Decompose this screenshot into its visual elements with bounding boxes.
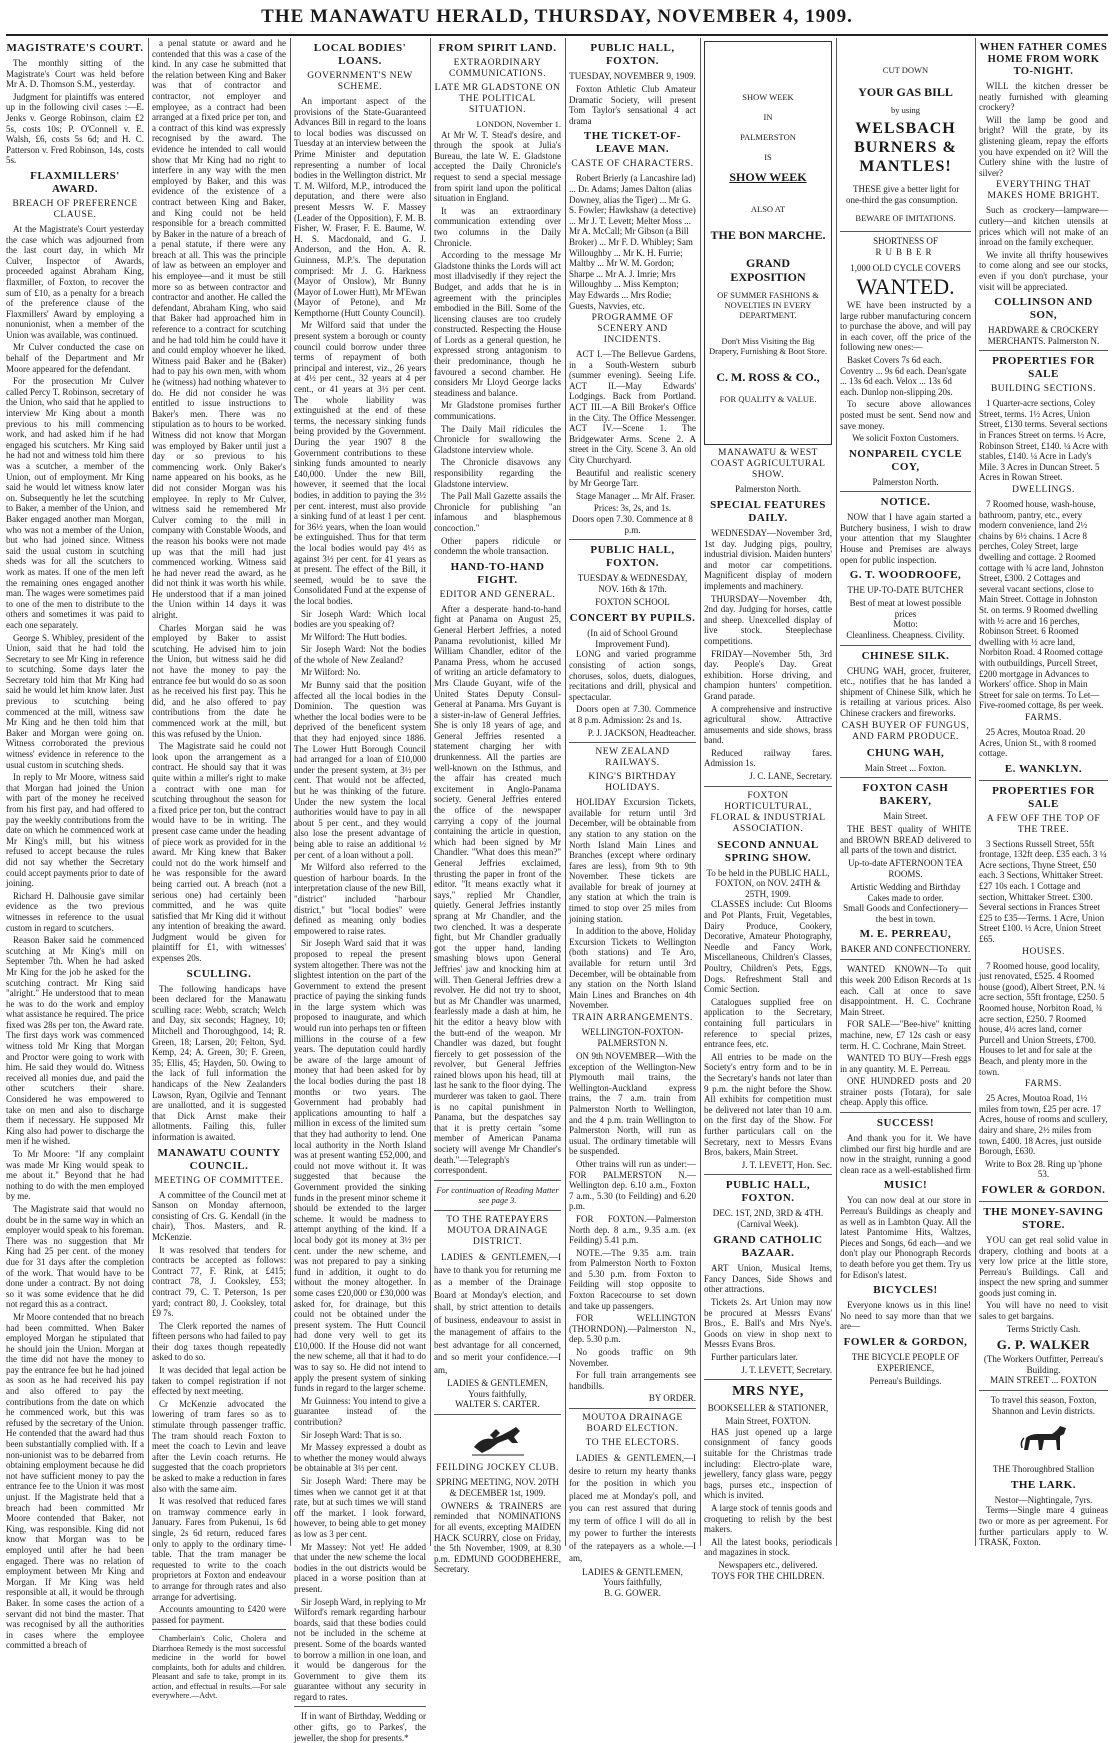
ad-subheading: BOOKSELLER & STATIONER, (707, 1403, 829, 1414)
notice-subheading: Palmerston North. (735, 484, 801, 494)
ad-subheading: EVERYTHING THAT MAKES HOME BRIGHT. (987, 180, 1100, 202)
column-divider (565, 38, 566, 1546)
notice-heading: NEW ZEALAND RAILWAYS. (595, 747, 670, 769)
ad-store-name: MRS NYE, (732, 1384, 804, 1400)
letter-body: LADIES & GENTLEMEN,—I have to thank you for returning me as a member of the Drainage Board at Monday's election, and shall, by strict attention to details of business, endeavour to assist in the management of affairs to the best advantage for all concerned, and so merit your confidence.—I am, (434, 1252, 561, 1375)
ad-address: Perreau's Buildings. (869, 1375, 942, 1386)
subheadline: EDITOR AND GENERAL. (439, 589, 556, 600)
masthead (0, 0, 1114, 34)
notice-body: THURSDAY—November 4th, 2nd day. Judging for horses, cattle and sheep. Unexcelled display of live stock. Steeplechase competitions. (704, 593, 832, 646)
cast-list: Robert Brierly (a Lancashire lad) ... Dr. Adams; James Dalton (alias Downey, alias the Tiger) ... Mr G. S. Fowler; Hawkshaw (a detective) ... Mr J. T. Levett; Melter Moss ... Mr A. McCall; Mr Gibson (a Bill Broker) ... Mr F. D. Whibley; Sam Willoughby ... Mr K. H. Furrie; Maltby ... Mr W. M. Gordon; Sharpe ... Mr A. J. Imrie; Mrs Willoughby ... Miss Kempton; May Edwards ... Mrs Rodie; Guests, Navvies, etc. (569, 173, 696, 311)
ad-store-name: CHUNG WAH, (866, 746, 945, 759)
classified-ad: FOR SALE—"Bee-hive" knitting machine, new, £7 12s cash or easy term. H. C. Cochrane, Main Street. (840, 1019, 971, 1051)
divider (569, 742, 696, 743)
notice-body: LONG and varied programme consisting of action songs, choruses, solos, duets, dialogues, recitations and drill, physical and spectacular. (569, 649, 696, 702)
notice-subheading: A FEW OFF THE TOP OF THE TREE. (986, 813, 1101, 835)
headline-spirit-land: FROM SPIRIT LAND. (438, 42, 557, 54)
letter-signature: WALTER S. CARTER. (455, 1399, 540, 1410)
notice-doors: Doors open 7.30. Commence at 8 p.m. (572, 514, 693, 535)
notice-signature: P. J. JACKSON, Headteacher. (587, 727, 696, 738)
ad-line: ALSO AT (750, 204, 786, 214)
ad-line: SHORTNESS OF (873, 236, 938, 247)
article-paragraph: a penal statute or award and he contended that this was a case of the kind. In any case he submitted that the relation between King and Baker was that of contractor and contractor, not employer and employee, as a contract had been arranged at a fixed price per ton, and a contract of this kind was expressly recognised by the award. The evidence he intended to call would show that Mr King had no right to interfere in any way with the men employed by Baker, and this was evidence of the existence of a contract between King and Baker, and King could not be held responsible for a breach committed by Baker in the nature of a breach of a penal statute, if there were any breach at all. This was the principle of law as between an employer and his employee—and it must be still more so as between contractor and contractor and another. He called the defendant, Abraham King, who said that Baker had approached him in reference to a contract for scutching and he had told him he could have it and could employ whoever he liked. Witness paid Baker and he (Baker) had to pay his own men, with whom he (witness) had nothing whatever to do. He did not consider he was entitled to issue instructions to Baker's men. There was no stipulation as to hours to be worked. Witness did not know that Morgan was employed by Baker until just a day or so previous to his commencing work. Only Baker's name appeared on his books, as he did not consider Morgan was his employee. In reply to Mr Culver, witness said he remembered Mr Culver coming to the mill in company with Constable Woods, and the reason his books were not made up was that the mill had just commenced working. Witness said he had never read the award, as he did not think it was worth his while. He understood that if a man joined the Union within 14 days it was alright. (152, 38, 286, 621)
divider (294, 1706, 426, 1707)
notice-body: FOR FOXTON.—Palmerston North dep. 8 a.m., 9.35 a.m. (ex Feilding) 5.41 p.m. (569, 1213, 696, 1246)
notice-body: In addition to the above, Holiday Excursion Tickets to Wellington (both stations) and Te Aro, available for return until 3rd December, will be obtainable from any station on the North Island Main Lines and Branches on 4th November. (569, 926, 696, 1011)
stallion-icon (1014, 1420, 1074, 1460)
article-paragraph: Accounts amounting to £420 were passed for payment. (152, 1604, 286, 1625)
divider (840, 1112, 971, 1113)
divider (152, 1629, 286, 1630)
article-paragraph: The Clerk reported the names of fifteen persons who had failed to pay their dog taxes though repeatedly asked to do so. (152, 1320, 286, 1363)
notice-subheading: CASTE OF CHARACTERS. (571, 159, 694, 170)
ad-body: TOYS FOR THE CHILDREN. (711, 1570, 825, 1581)
notice-subheading: PROGRAMME OF SCENERY AND INCIDENTS. (591, 313, 674, 346)
article-paragraph: Mr Wilford also referred to the question of harbour boards. In the interpretation clause of the new Bill, "district" included "harbour district," but "local bodies" were defined as meaning only bodies empowered to raise rates. (294, 862, 426, 936)
notice-body: NOTE.—The 9.35 a.m. train from Palmerston North to Foxton and 5.30 p.m. from Foxton to Feilding will stop opposite to Foxton Racecourse to set down and take up passengers. (569, 1247, 696, 1311)
article-paragraph: Sir Joseph Ward: Which local bodies are you speaking of? (294, 608, 426, 630)
classified-ad: ONE HUNDRED posts and 20 strainer posts (Totara), for sale cheap. Apply this office. (840, 1076, 971, 1108)
masthead-title: THE MANAWATU HERALD, THURSDAY, NOVEMBER 4, 1909. (261, 6, 853, 27)
column-divider (290, 38, 291, 1546)
article-paragraph: Charles Morgan said he was employed by Baker to assist scutching. He advised him to join the Union, but witness said he did not have the money to pay the entrance fee but would do so as soon as he received his first pay. This he did, and he also offered to pay contributions from the date he commenced work at the mill, but this was refused by the Union. (152, 622, 286, 739)
column-2 (152, 38, 286, 1701)
ad-body: You will have no need to visit sales to get bargains. (979, 1300, 1108, 1322)
divider (840, 231, 971, 232)
article-paragraph: Mr Massey expressed a doubt as to whether the money would always be obtainable at 3½ per cent. (294, 1442, 426, 1474)
letter-salutation: LADIES & GENTLEMEN, (447, 1378, 548, 1388)
notice-body: All entries to be made on the Society's entry form and to be in the Secretary's hands not later than 9 p.m. the night before the Show. All exhibits for competition must be delivered not later than 10 a.m. on the first day of the Show. For further particulars call on the Secretary, next to Messrs Evans Bros, bakers, Main Street. (704, 1051, 832, 1158)
notice-heading: PUBLIC HALL, FOXTON. (590, 544, 675, 570)
divider (979, 1201, 1108, 1202)
article-paragraph: Mr Moore contended that no breach had been committed. When Baker employed Morgan he stipulated that he should join the Union. Morgan at the time did not have the money to pay the entrance fee but he had joined as soon as he had received his pay and also offered to pay the contributions from the date on which he commenced work, but this was refused by the secretary of the Union. He contended that the award had thus been substantially complied with. If a non-unionist was to be debarred from obtaining employment because he did not have sufficient money to pay the entrance fee to the Union it was most unjust. If the Magistrate held that a breach had been committed Mr Moore contended that Baker, not King, was responsible. King did not know that Morgan was to be employed until after he had been engaged. There was no relation of employment between Mr King and Morgan. If Mr King was held responsible at all, it would be through Baker. In some cases the action of a servant did not bind the master. That was recognised by all the authorities in cases where the employee committed a breach of (6, 1311, 144, 1651)
article-paragraph: Mr Gladstone promises further communications. (434, 400, 561, 422)
ad-body: Cleanliness. Cheapness. Civility. (846, 630, 965, 641)
ad-address: Main Street, FOXTON. (725, 1416, 811, 1427)
notice-body: Further particulars later. (711, 1352, 798, 1363)
article-paragraph: A committee of the Council met at Sanson on Monday afternoon, consisting of Crs. G. Kendall (in the chair), Thos. Masters, and R. McKenzie. (152, 1189, 286, 1242)
notice-heading: FOXTON HORTICULTURAL, FLORAL & INDUSTRIAL ASSOCIATION. (710, 790, 826, 834)
ad-store-name: G. T. WOODROOFE, (849, 569, 962, 582)
article-paragraph: The Chronicle disavows any responsibility regarding the Gladstone interview. (434, 457, 561, 489)
ad-body: Up-to-date AFTERNOON TEA ROOMS. (848, 857, 963, 879)
article-paragraph: An important aspect of the provisions of the State-Guaranteed Advances Bill in regard to the loans to local bodies was discussed on Tuesday at an interview between the Prime Minister and deputation representing a number of local bodies in the Wellington district. Mr T. M. Wilford, M.P., introduced the deputation, and there were also present Messrs W. F. Massey (Leader of the Opposition), F. M. B. Fisher, W. Fraser, F. E. Baume, W. H. S. Macdonald, and G. J. Anderson, and the Hon. A. R. Guinness, M.P.'s. The deputation comprised: Mr J. G. Harkness (Mayor of Onslow), Mr Bunny (Mayor of Lower Hutt), Mr M'Ewan (Mayor of Petone), and Mr Kempthorne (Hutt County Council). (294, 96, 426, 318)
notice-subheading: TRAIN ARRANGEMENTS. (572, 1013, 693, 1023)
article-paragraph: Mr Wilford said that under the present system a borough or county council could borrow under three terms of repayment of both principal and interest, viz., 26 years at 4½ per cent., 32 years at 4 per cent., or 41 years at 3½ per cent. The whole liability was extinguished at the end of these terms, the necessary sinking funds being provided by the Government. During the year 1907 8 the Government contributions to these sinking funds amounted to nearly £40,000. Under the new Bill, however, it seemed that the local bodies, in addition to paying the 3½ per cent. interest, must also provide a sinking fund of at least 1 per cent. for 36½ years, when the loan would be extinguished. Thus for that term the local bodies would pay 4½ as against 3½ per cent. for 41 years as at present. The effect of the Bill, it seemed, would be to save the Consolidated Fund at the expense of the local bodies. (294, 320, 426, 606)
divider (434, 1210, 561, 1211)
ad-line: IS (764, 152, 772, 162)
ad-store-name: FOWLER & GORDON. (981, 1183, 1106, 1196)
article-paragraph: Richard H. Dalhousie gave similar evidence as the two previous witnesses in reference to the usual custom in regard to scutchers. (6, 890, 144, 933)
divider (840, 959, 971, 960)
column-divider (148, 38, 149, 1546)
ad-body: YOU can get real solid value in drapery, clothing and boots at a very low price at the little store, Perreau's Buildings. Call and inspect the new spring and summer goods just coming in. (979, 1234, 1108, 1298)
notice-heading: PUBLIC HALL, FOXTON. (725, 1179, 811, 1205)
notice-subheading: CASH BUYER OF FUNGUS, AND FARM PRODUCE. (841, 720, 970, 742)
notice-heading: MOUTOA DRAINAGE BOARD ELECTION. (582, 1413, 683, 1434)
ad-line: Don't Miss Visiting the Big Drapery, Furnishing & Boot Store. (709, 336, 827, 356)
notice-signature: BY ORDER. (648, 1393, 696, 1404)
ad-body: You can now deal at our store in Perreau's Buildings as cheaply and as well as in Lambton Quay. All the latest Pantomime Hits, Waltzes, Pieces and Songs, 6d each—and we don't play our Phonograph Records to death before you get them. Try us for Edison's latest. (840, 1195, 971, 1280)
divider (704, 786, 832, 787)
column-8 (979, 38, 1108, 1546)
ad-body: We invite all thrifty housewives to come along and see our stocks, even if you don't purchase, your visit will be appreciated. (979, 249, 1108, 292)
article-paragraph: Mr Massey: Not yet! He added that under the new scheme the local bodies in the out districts would be placed in a worse position than at present. (294, 1541, 426, 1594)
classified-ad: WANTED KNOWN—To quit this week 200 Edison Records at 1s each. Call at once to save disappointment. H. C. Cochrane Main Street. (840, 964, 971, 1017)
notice-title: SPECIAL FEATURES DAILY. (710, 499, 826, 524)
ad-body: We solicit Foxton Customers. (852, 433, 959, 444)
divider (704, 1174, 832, 1175)
ad-line: SHOW WEEK (742, 92, 794, 102)
divider (840, 645, 971, 646)
article-paragraph: Other papers ridicule or condemn the whole transaction. (434, 535, 561, 557)
divider (569, 539, 696, 540)
ad-line: IN (763, 112, 773, 122)
article-paragraph: Mr Wilford: No. (301, 667, 361, 678)
notice-heading: PUBLIC HALL, FOXTON. (590, 42, 675, 67)
notice-date: DEC. 1ST, 2ND, 3RD & 4TH. (Carnival Week). (712, 1208, 824, 1230)
notice-heading: CHINESE SILK. (861, 649, 950, 662)
divider (704, 1379, 832, 1380)
ad-contact: Write to Box 28. Ring up 'phone 53. (985, 1158, 1102, 1180)
notice-body: Reduced railway fares. Admission 1s. (704, 747, 832, 769)
divider (979, 1390, 1108, 1391)
property-list: 7 Roomed house, good locality, just renovated, £525. 4 Roomed house (good), Albert Street, P.N. ¼ acre section, 55ft frontage, £250. 5 Roomed house, Norbiton Road, ¾ acre section, £250. 7 Roomed house, 4½ acres land, corner Purcell and Union Streets, £700. Houses to let and for sale at the Beach, and plenty more in the town. (979, 960, 1105, 1077)
article-paragraph: For the prosecution Mr Culver called Percy T. Robinson, secretary of the Union, who said that he applied to interview Mr King about a month previous to his mill commencing work, and had asked him if he had engaged his scutchers. Mr King said he had not and witness told him there was a scutcher, a member of the Union, out of employment. Mr King said he would let witness know later on. Subsequently he let the scutching to Baker, a member of the Union, and Baker engaged another man Morgan, who was not a member of the Union, but who had joined since. Witness said the usual custom in scutching sheds was for all the scutchers to work as mates. If one of the men left the remaining ones engaged another man. The wages were sometimes paid to one of the men to distribute to the others and sometimes it was paid to each one separately. (6, 376, 144, 630)
ad-body: Small Goods and Confectionery—the best in town. (843, 903, 968, 924)
ad-store-name: FOWLER & GORDON, (843, 1335, 968, 1348)
racehorse-icon (468, 1419, 528, 1459)
article-paragraph: Mr Guinness: You intend to give a guarantee instead of the contribution? (294, 1395, 426, 1428)
notice-heading: MUSIC! (883, 1179, 928, 1192)
notice-body: For full train arrangements see handbills. (569, 1370, 696, 1391)
column-4 (434, 38, 561, 1575)
notice-heading: FEILDING JOCKEY CLUB. (436, 1462, 559, 1473)
ad-headline: WANTED. (856, 273, 955, 299)
column-divider (975, 38, 976, 1546)
property-list: 1 Quarter-acre sections, Coley Street, terms. 1½ Acres, Union Street, £130 terms. Several sections in Frances Street on terms. ½ Acre, Robinson Street, £140. ¼ Acre with stables, £140. ¼ Acre in Lady's Mile. 3 Acres in Duncan Street. 5 Acres in Rowan Street. (979, 398, 1108, 483)
notice-body: HOLIDAY Excursion Tickets, available for return until 3rd December, will be obtainable from any station to any station on the North Island Main Lines and Branches (except where ordinary fares are less), from 9th to 9th November. These tickets are available for break of journey at any station at which the train is timed to stop over 25 miles from joining station. (569, 797, 696, 924)
notice-heading: TO THE RATEPAYERS MOUTOA DRAINAGE DISTRICT. (446, 1215, 549, 1247)
ad-price-list: Basket Covers 7s 6d each. Coventry ... 9s 6d each. Dean'sgate ... 13s 6d each. Velox ... 13s 6d each. Dunlop non-slipping 20s. (840, 354, 967, 397)
ad-body: Terms—Single mare 4 guineas two or more as per agreement. For further particulars apply to W. TRASK, Foxton. (979, 1505, 1108, 1548)
ad-product-name: WELSBACH BURNERS & MANTLES! (854, 120, 957, 175)
ad-line: SHOW WEEK (729, 170, 807, 184)
article-paragraph: It was resolved that reduced fares on tramway commence early in January. Fares from Pukenui, 1s 6d single, 2s 6d return, reduced fares only to apply to the ordinary time-table. That the tram manager be requested to write to the coach proprietors at Foxton and endeavour to arrange for through rates and also arrange for advertising. (152, 1496, 286, 1602)
dateline: LONDON, November 1. (476, 119, 561, 129)
ad-subheading: THE UP-TO-DATE BUTCHER (847, 585, 964, 596)
letter-signature: B. G. GOWER. (604, 1587, 661, 1598)
article-paragraph: The following handicaps have been declared for the Manawatu sculling race: Webb, scratch; Welch and Day, six seconds; Hagney, 10; Mitchell and Thoroughgood, 14; R. Green, 18; Larsen, 20; Felton, Syd. Kemp, 24; A. Green, 30; F. Green, 35; Ellis, 45; Hayden, 50. Owing to the lack of full information the handicaps of the New Zealanders Lawson, Ryan, Ogilvie and Tennant are unallotted, and it is suggested that Dick Arnst make their allotments. Failing this, fuller information is awaited. (152, 983, 286, 1142)
notice-body: FOR WELLINGTON (THORNDON).—Palmerston N., dep. 5.30 p.m. (569, 1313, 696, 1345)
notice-heading: MANAWATU & WEST COAST AGRICULTURAL SHOW. (710, 448, 826, 480)
notice-body: ART Union, Musical Items, Fancy Dances, Side Shows and other attractions. (704, 1263, 832, 1295)
letter-closing: Yours faithfully, (468, 1388, 527, 1399)
ad-body: Best of meat at lowest possible prices (849, 598, 962, 619)
ad-body: Newspapers etc., delivered. (718, 1559, 818, 1570)
headline-flaxmillers-award: FLAXMILLERS' AWARD. (30, 169, 120, 195)
notice-signature: J. T. LEVETT, Hon. Sec. (741, 1159, 832, 1170)
column-6 (704, 38, 832, 1581)
article-paragraph: The monthly sitting of the Magistrate's Court was held before Mr A. D. Thomson S.M., yesterday. (6, 58, 144, 90)
article-paragraph: Sir Joseph Ward: There may be times when we cannot get it at that rate, but at such times we will stand off the market. I look forward, however, to being able to get money as low as 3 per cent. (294, 1476, 426, 1539)
divider (979, 780, 1108, 781)
subheadline: LATE MR GLADSTONE ON THE POLITICAL SITUATION. (434, 83, 561, 115)
ad-store-name: THE BON MARCHE. (710, 228, 826, 242)
column-3 (294, 38, 426, 1743)
notice-body: No goods traffic on 9th November. (569, 1347, 696, 1368)
article-paragraph: George S. Whibley, president of the Union, said that he had told the Secretary to see Mr King in reference to scutching. Some days later the Secretary told him that Mr King had said he would let him know later. Just previous to scutching being commenced at the mill, witness saw Mr King and he then told him that Baker and Morgan were going on. Witness corroborated the previous witness' evidence in reference to the usual custom in scutching sheds. (6, 632, 144, 770)
ad-body: All the latest books, periodicals and magazines in stock. (704, 1536, 832, 1558)
notice-body: CLASSES include: Cut Blooms and Pot Plants, Fruit, Vegetables, Dairy Produce, Cookery, Decorative, Amateur Photography, Needle and Fancy Work, Miscellaneous, Children's Classes, Poultry, Children's Pets, Eggs, Dogs. Refreshment Stall and Comic Section. (704, 899, 832, 995)
article-paragraph: In reply to Mr Moore, witness said that Morgan had joined the Union with part of the money he received from his first pay, and had offered to pay the weekly contributions from the date on which he commenced work at Mr King's mill, but his witness refused to accept because the rules did not say whether the Secretary could accept payments prior to date of joining. (6, 772, 144, 889)
divider (434, 1414, 561, 1415)
article-paragraph: The Magistrate said he could not look upon the arrangement as a contract. He should say that it was quite within a miller's right to make a contract with one man for scutching throughout the season for a fixed price per ton, but the contract would have to be in writing. The present case came under the heading of piece work as provided for in the award. Mr King knew that Baker could not do the work himself and he was responsible for the award being carried out. A breach (not a serious one) had certainly been committed, and he was quite satisfied that Mr King did it without any intention of breaking the award. Judgment would be given for plaintiff for £1, with witnesses' expenses 20s. (152, 741, 286, 964)
property-list: 25 Acres, Moutoa Road, 1½ miles from town, £25 per acre. 17 Acres, house of rooms and scullery, dairy and share, 2½ miles from town, £400. 18 Acres, just outside Borough, £630. (979, 1093, 1108, 1157)
article-paragraph: Cr McKenzie advocated the lowering of tram fares so as to stimulate through passenger traffic. The tram should reach Foxton to meet the coach to Levin and leave after the Levin coach returns. He suggested that the coach proprietors be asked to make a reduction in fares also with the same aim. (152, 1398, 286, 1494)
notice-signature: J. T. LEVETT, Secretary. (741, 1364, 832, 1375)
ad-body: Motto: (893, 619, 918, 630)
ad-body: Everyone knows us in this line! No need to say more than that we are— (840, 1300, 971, 1332)
ad-subheading: THE BICYCLE PEOPLE OF EXPERIENCE, (851, 1351, 960, 1373)
ad-address: HARDWARE & CROCKERY MERCHANTS. Palmerston N. (987, 325, 1100, 346)
ad-address: Main Street ... Foxton. (864, 762, 947, 773)
notice-body: THE BEST quality of WHITE and BROWN BREAD delivered to all parts of the town and district. (840, 824, 971, 856)
article-paragraph: Mr Culver conducted the case on behalf of the Department and Mr Moore appeared for the defendant. (6, 342, 144, 374)
article-paragraph: The Pall Mall Gazette assails the Chronicle for publishing "an infamous and blasphemous concoction." (434, 491, 561, 533)
ad-address: Main Street. (883, 811, 928, 822)
notice-title: CONCERT BY PUPILS. (569, 612, 696, 625)
notice-signature: J. C. LANE, Secretary. (749, 771, 832, 782)
ad-line: CUT DOWN (882, 65, 929, 75)
notice-body: Doors open at 7.30. Commence at 8 p.m. Admission: 2s and 1s. (569, 704, 696, 725)
notice-heading: NOTICE. (880, 496, 931, 509)
ad-body: To travel this season, Foxton, Shannon and Levin districts. (990, 1395, 1097, 1416)
ad-line: PALMERSTON (740, 132, 796, 142)
article-paragraph: The Magistrate said that would no doubt be in the same way in which an employer would speak to his foreman. There was no suggestion that Mr King had 25 per cent. of the money due for 31 days after the completion of the work. That would have to be done under a contract. By not doing so it was some evidence that he did not regard this as a contract. (6, 1203, 144, 1310)
ad-body: WE have been instructed by a large rubber manufacturing concern to purchase the above, and will pay in each cover, off the price of the following new ones:— (840, 299, 971, 353)
article-paragraph: According to the message Mr Gladstone thinks the Lords will act most illadvisedly if they reject the Budget, and adds that he is in agreement with the principles embodied in the Bill. Some of the licensing clauses are too crudely constructed. Respecting the House of Lords as a general question, he expressed strong antagonism to their predominance, though he favoured a second chamber. He considers Mr Lloyd George lacks steadiness and balance. (434, 250, 561, 398)
column-7 (840, 38, 971, 1546)
headline-local-bodies-loans: LOCAL BODIES' LOANS. (313, 42, 407, 67)
notice-body: Beautiful and realistic scenery by Mr George Tarr. (569, 467, 696, 489)
article-paragraph: Mr Wilford: The Hutt bodies. (301, 631, 408, 642)
headline-county-council: MANAWATU COUNTY COUNCIL. (157, 1146, 281, 1172)
ad-body: A large stock of tennis goods and croqueting to relish by the best makers. (704, 1502, 832, 1535)
subheadline: EXTRAORDINARY COMMUNICATIONS. (449, 58, 546, 79)
notice-body: OWNERS & TRAINERS are reminded that NOMINATIONS for all events, excepting MAIDEN HACK SCURRY, close on Friday, the 5th November, 1909, at 8.30 p.m. EDMUND GOODBEHERE, Secretary. (434, 1500, 561, 1575)
notice-subheading: FOXTON SCHOOL (595, 597, 670, 608)
subheadline: GOVERNMENT'S NEW SCHEME. (307, 71, 413, 92)
notice-title: SECOND ANNUAL SPRING SHOW. (717, 838, 819, 864)
column-divider (700, 38, 701, 1546)
letter-closing: Yours faithfully, (603, 1577, 662, 1588)
article-paragraph: Sir Joseph Ward: Not the bodies of the whole of New Zealand? (294, 644, 426, 665)
ad-body: Such as crockery—lampware—cutlery—and kitchen utensils at prices which will not make of an inroad on the family exchequer. (979, 205, 1108, 248)
ad-body: THESE give a better light for one-third the gas consumption. (846, 184, 960, 205)
article-paragraph: The Daily Mail ridicules the Chronicle for swallowing the Gladstone interview whole. (434, 423, 561, 455)
notice-body: CHUNG WAH, grocer, fruiterer, etc., notifies that he has landed a shipment of Chinese Silk, which he is retailing at various prices. Also Chinese crackers and fireworks. (840, 665, 971, 718)
ad-body: HAS just opened up a large consignment of fancy goods suitable for the Christmas trade including: Electro-plate ware, jewellery, fancy glass ware, peggy bags, purses etc., inspection of which is invited. (704, 1426, 832, 1501)
ad-body: Artistic Wedding and Birthday Cakes made to order. (850, 881, 961, 903)
notice-subheading: HOUSES. (1022, 946, 1065, 957)
ad-body: Nestor—Nightingale, 7yrs. (994, 1494, 1093, 1505)
ad-body: Terms Strictly Cash. (1006, 1323, 1081, 1334)
article-paragraph: Judgment for plaintiffs was entered up in the following civil cases :—E. Jenks v. George Robinson, claim £2 5s, costs 10s; P. O'Connell v. E. Walsh, £6, costs 5s 6d; and H. C. Patterson v. Fred Robinson, 14s, costs 5s. (6, 91, 144, 166)
acts-list: ACT I.—The Bellevue Gardens, in a South-Western suburb (summer evening). Seeing Life. ACT II.—May Edwards' Lodgings. Back from Portland. ACT III.—A Bill Broker's Office in the City. The Office Messenger. ACT IV.—Scene 1. The Bridgewater Arms. Scene 2. A street in the City. Scene 3. An old City Churchyard. (569, 349, 696, 466)
article-paragraph: After a desperate hand-to-hand fight at Panama on August 25, General Herbert Jeffries, a noted Panama revolutionist, killed Mr William Chandler, editor of the Panama Press, whom he accused of writing an article defamatory to Mrs Claude Guyant, wife of the United States Deputy Consul-General at Panama. Mrs Guyant is a sister-in-law of General Jeffries. She is only 18 years of age, and General Jeffries resented a statement charging her with drunkenness. All the parties are well-known on the Isthmus, and the affair has created much excitement in Anglo-Panama society. General Jeffries entered the office of the newspaper carrying a copy of the journal containing the article in question, which had been signed by Mr Chandler. "What does this mean?" General Jeffries exclaimed, thrusting the paper in front of the editor. "It means exactly what it says," replied Mr Chandler, quietly. General Jeffries instantly sprang at Mr Chandler, and the two clenched. It was a desperate fight, but Mr Chandler gradually got the upper hand, landing smashing blows upon General Jeffries' jaw and knocking him at will. Then General Jeffries drew a revolver. He did not try to shoot, but as Mr Chandler was unarmed, fearlessly made a dash at him, he hit the editor a heavy blow with the butt-end of the weapon. Mr Chandler was dazed, but fought fiercely to get possession of the revolver, but General Jeffries rained blows upon his head, till at last he sank to the floor dying. The murderer was taken to gaol. There is no capital punishment in Panama, but the despatches say that it is pretty certain "some member of American Panama society will avenge Mr Chandler's death."—Telegraph's correspondent. (434, 603, 561, 1176)
notice-body: ON 9th NOVEMBER—With the exception of the Wellington-New Plymouth mail trains, the Wellington-Auckland express trains, the 7 a.m. train from Palmerston North to Wellington, and the 4 p.m. train Wellington to Palmerston North, will run as usual. The ordinary timetable will be suspended. (569, 1051, 696, 1157)
notice-date: TUESDAY, NOVEMBER 9, 1909. (569, 71, 696, 81)
headline-sculling: SCULLING. (186, 967, 252, 980)
headline-hand-to-hand-fight: HAND-TO-HAND FIGHT. (450, 560, 545, 586)
notice-body: A comprehensive and instructive agricultural show. Attractive amusements and side shows, brass band. (704, 703, 832, 746)
notice-heading: THE MONEY-SAVING STORE. (983, 1205, 1104, 1231)
ad-line: 1,000 OLD CYCLE COVERS (850, 263, 961, 274)
ad-subheading: (The Workers Outfitter, Perreau's Building. (983, 1354, 1104, 1375)
notice-body: NOW that I have again started a Butchery business, I wish to draw your attention that my Slaughter House and Premises are always open for public inspection. (840, 512, 971, 565)
article-paragraph: Sir Joseph Ward said that it was proposed to repeal the present system altogether. There was not the slightest intention on the part of the Government to extend the present practice of paying the sinking funds in the large system which was proposed to inaugurate, and which would run into perhaps ten or fifteen millions in the course of a few years. The deputation could hardly be aware of the large amount of money that had been asked for by the local bodies during the past 18 months or two years. The Government had probably had applications amounting to half a million in excess of the limited sum that they had authority to lend. One local authority in the North Island was at present wanting £52,000, and could not move without it. It was suggested that because the Government provided the sinking funds in the present minor scheme it should be extended to the larger scheme. It would be madness to attempt anything of the kind. If a local body got its money at 3½ per cent. under the new scheme, and was not prepared to pay a sinking fund in addition, it ought to do without the money altogether. In some cases £20,000 or £30,000 was asked for, for drainage, but this could not be obtained under the present system. The Hutt Council had done very well to get its £10,000. If the House did not want the new scheme, all that it had to do was to say so. He did not intend to apply the present system of sinking funds in regard to the larger scheme. (294, 938, 426, 1394)
advertisement-chamberlains: Chamberlain's Colic, Cholera and Diarrhoea Remedy is the most successful medicine in the world for bowel complaints, both for adults and children. Pleasant and safe to take, prompt in its action, and effectual in results.—For sale everywhere.—Advt. (152, 1634, 286, 1701)
column-divider (430, 38, 431, 1546)
notice-prices: Prices: 3s, 2s, and 1s. (593, 503, 672, 514)
ad-line: OF SUMMER FASHIONS & NOVELTIES IN EVERY DEPARTMENT. (717, 290, 819, 320)
classified-ad: WANTED TO BUY—Fresh eggs in any quantity. M. E. Perreau. (840, 1053, 971, 1074)
notice-body: Stage Manager ... Mr Alf. Fraser. (576, 490, 695, 501)
ad-line: FOR QUALITY & VALUE. (719, 394, 817, 404)
notice-title: THE TICKET-OF-LEAVE MAN. (583, 130, 682, 156)
notice-heading: PROPERTIES FOR SALE (992, 784, 1095, 810)
notice-heading: PROPERTIES FOR SALE (992, 355, 1095, 381)
notice-heading: BICYCLES! (873, 1284, 938, 1297)
notice-heading: FOXTON CASH BAKERY, (862, 782, 949, 808)
notice-title: GRAND CATHOLIC BAZAAR. (713, 1234, 823, 1260)
notice-subheading: KING'S BIRTHDAY HOLIDAYS. (588, 772, 677, 794)
notice-heading: SUCCESS! (876, 1117, 935, 1130)
advertisement-parkes: If in want of Birthday, Wedding or other gifts, go to Parkes', the jeweller, the shop for presents.* (294, 1711, 426, 1743)
divider (840, 777, 971, 778)
column-divider (836, 38, 837, 1546)
ad-store-name: E. WANKLYN. (1004, 762, 1083, 775)
letter-body: LADIES & GENTLEMEN,—I desire to return my hearty thanks for the position in which you placed me at Monday's poll, and you can rest assured that during my term of office I will do all in my power to further the interests of the ratepayers as a whole.—I am, (569, 1453, 696, 1563)
article-paragraph: At the Magistrate's Court yesterday the case which was adjourned from the last court day, in which Mr Culver, Inspector of Awards, proceeded against Abraham King, flaxmiller, of Foxton, to recover the sum of £10, as a penalty for a breach of the preference clause of the Flaxmillers' Award by employing a nonunionist, when a member of the Union was available, was continued. (6, 223, 144, 340)
ad-store-name: G. P. WALKER (996, 1337, 1091, 1353)
ad-body: THE Thoroughbred Stallion (992, 1464, 1095, 1475)
notice-body: (In aid of School Ground Improvement Fund). (587, 628, 678, 649)
notice-subheading: WELLINGTON-FOXTON-PALMERSTON N. (581, 1027, 684, 1048)
ad-store-name: M. E. PERREAU, (859, 928, 952, 941)
advertisement-welsbach (840, 41, 971, 227)
ad-address: Palmerston North. (872, 476, 939, 487)
continuation-note: For continuation of Reading Matter see page 3. (436, 1184, 559, 1206)
ad-line: RUBBER (875, 246, 936, 257)
ad-address: MAIN STREET ... FOXTON (990, 1375, 1097, 1386)
notice-subheading: TO THE ELECTORS. (585, 1438, 680, 1448)
ad-store-name: C. M. ROSS & CO., (716, 370, 820, 384)
notice-body: To be held in the PUBLIC HALL, FOXTON, on NOV. 24TH & 25TH, 1909. (706, 867, 830, 899)
ad-subheading: BAKER AND CONFECTIONERY. (840, 944, 971, 955)
letter-salutation: LADIES & GENTLEMEN, (582, 1566, 683, 1577)
notice-body: FRIDAY—November 5th, 3rd day. People's Day. Great exhibition. Horse driving, and champion hunters' competition. Grand parade. (704, 648, 832, 701)
property-list: 7 Roomed house, wash-house, bathroom, pantry, etc., every modern convenience, land 2½ chains by 6½ chains. 1 Acre 8 perches, Coley Street, large dwelling and cottage. 2 Roomed cottage with ¾ acre land, Johnston Street, £300. 2 Cottages and several vacant sections, close to Main Street. Cottage in Johnston St. on terms. 9 Roomed dwelling with ½ acre and 16 perches, Robinson Street. 6 Roomed dwelling with ½ acre land, Norbiton Road. 4 Roomed cottage with outbuildings, Purcell Street, £200 mortgage in Advances to Workers' office. Shop in Main Street for sale on terms. To Let—Five-roomed cottage, 8s per week. (979, 499, 1104, 711)
notice-subheading: FARMS. (1025, 712, 1062, 723)
article-paragraph: It was resolved that tenders for contracts be accepted as follows: Contract 77, F. Rink, at £415; contract 78, J. Cooksley, £53; contract 79, C. T. Peterson, 1s per yard; contract 80, J. Cooksley, total £9 7s. (152, 1244, 286, 1319)
ad-line: BEWARE OF IMITATIONS. (855, 213, 956, 224)
ad-headline: WHEN FATHER COMES HOME FROM WORK TO-NIGHT. (979, 42, 1108, 77)
article-paragraph: It was decided that legal action be taken to compel registration if not effected by next meeting. (152, 1365, 286, 1397)
ad-headline: THE LARK. (1010, 1478, 1076, 1491)
headline-magistrates-court: MAGISTRATE'S COURT. (6, 42, 144, 54)
divider (979, 350, 1108, 351)
advertisement-cycle-covers (840, 236, 971, 300)
ad-line: GRAND EXPOSITION (730, 256, 806, 284)
notice-date: TUESDAY & WEDNESDAY, NOV. 16th & 17th. (577, 573, 688, 595)
article-paragraph: Mr Bunny said that the position affected all the local bodies in the Dominion. The question was whether the local bodies were to be deprived of the beneficent system that they had enjoyed since 1886. The Lower Hutt Borough Council had arranged for a loan of £10,000 under the present system, at 3½ per cent. That would not be affected, but he was thinking of the future. Under the new system the local authorities would have to pay in all about 5 per cent., and they would also lose the present advantage of being able to raise an additional ½ per cent. of a loan without a poll. (294, 680, 426, 860)
property-list: 25 Acres, Moutoa Road. 20 Acres, Union St., with 8 roomed cottage. (979, 726, 1096, 759)
column-5 (569, 38, 696, 1598)
notice-body: Foxton Athletic Club Amateur Dramatic Society, will present Tom Taylor's sensational 4 act drama (569, 84, 696, 126)
ad-store-name: COLLINSON AND SON, (994, 296, 1093, 322)
ad-body: WILL the kitchen dresser be neatly furnished with gleaming crockery? (979, 81, 1108, 113)
article-paragraph: Sir Joseph Ward, in replying to Mr Wilford's remark regarding harbour boards, said that these bodies could not be included in the scheme at present. Some of the boards wanted to borrow a million in one loan, and it would be dangerous for the Government to give them its guarantee without any security in regard to rates. (294, 1596, 426, 1702)
ad-body: Will the lamp be good and bright? Will the grate, by its glistening gleam, repay the efforts you have expended on it? Will the Cutlery shine with the lustre of silver? (979, 114, 1108, 178)
article-paragraph: It was an extraordinary communication extending over two columns in the Daily Chronicle. (434, 205, 561, 248)
ad-store-name: NONPAREIL CYCLE COY, (848, 447, 963, 473)
divider (569, 1408, 696, 1409)
article-paragraph: At Mr W. T. Stead's desire, and through the spook at Julia's Bureau, the late W. E. Gladstone accepted the Daily Chronicle's request to send a special message from spirit land upon the political situation in England. (434, 129, 561, 204)
ad-line: by using (890, 105, 921, 115)
divider (840, 491, 971, 492)
notice-body: Other trains will run as under:—FOR PALMERSTON N.—Wellington dep. 6.10 a.m., Foxton 7 a.m., 5.30 (to Feilding) and 6.20 p.m. (569, 1158, 696, 1212)
notice-subheading: DWELLINGS. (1012, 485, 1075, 496)
notice-body: Catalogues supplied free on application to the Secretary, containing full particulars in reference to special prizes, entrance fees, etc. (704, 996, 832, 1050)
ad-body: To secure above allowances posted must be sent. Send now and save money. (840, 399, 971, 431)
column-1 (6, 38, 144, 1651)
article-paragraph: To Mr Moore: "If any complaint was made Mr King would speak to me about it." Beyond that he had nothing to do with the men employed by me. (6, 1149, 144, 1202)
property-list: 3 Sections Russell Street, 55ft frontage, 132ft deep. £35 each. 3 ¼ Acre sections, Thyne Street, £50 each. 3 Sections, Whittaker Street. £27 10s each. 1 Cottage and section, Whittaker Street. £300. Several sections in Frances Street £25 to £35—Terms. 1 Acre, Union Street £100. ½ Acre, Union Street £65. (979, 838, 1107, 945)
notice-subheading: SPRING MEETING, NOV. 20TH & DECEMBER 1st, 1909. (435, 1476, 560, 1498)
notice-subheading: BUILDING SECTIONS. (990, 384, 1097, 395)
advertisement-bon-marche (704, 41, 832, 445)
article-paragraph: Reason Baker said he commenced scutching at Mr King's mill on September 7th. When he had asked Mr King for the job he asked for the scutching contract. Mr King said "alright." He understood that to mean he was to do the work and employ what assistance he required. The price fixed was 28s per ton, the Award rate. The first days work was commenced witness told Mr King that Morgan and Proctor were going to work with him. He said they would do. Witness received all monies due, and paid the other scutchers their share. Considered he was empowered to take on men and also to discharge them if necessary. He supposed Mr King also had power to discharge the men if he wished. (6, 935, 144, 1147)
masthead-rule (6, 34, 1108, 36)
notice-body: Tickets 2s. Art Union may now be procured at Messrs Evans' Bros., E. Ball's and Mrs Nye's. Goods on view in shop next to Messrs Evans Bros. (704, 1297, 832, 1350)
ad-body: And thank you for it. We have climbed our first big hurdle and are now in the straight, running a good clean race as a well-established firm (840, 1133, 971, 1175)
subheadline: MEETING OF COMMITTEE. (154, 1175, 284, 1186)
subheadline: BREACH OF PREFERENCE CLAUSE. (12, 198, 138, 220)
notice-body: WEDNESDAY—November 3rd, 1st day. Judging pigs, poultry, industrial division. Maiden hunters' and motor car competitions. Magnificent display of modern implements and machinery. (704, 528, 832, 591)
article-paragraph: Sir Joseph Ward: That is so. (301, 1429, 402, 1440)
notice-subheading: FARMS. (1025, 1079, 1062, 1090)
ad-line: YOUR GAS BILL (858, 85, 953, 99)
divider (434, 1180, 561, 1181)
